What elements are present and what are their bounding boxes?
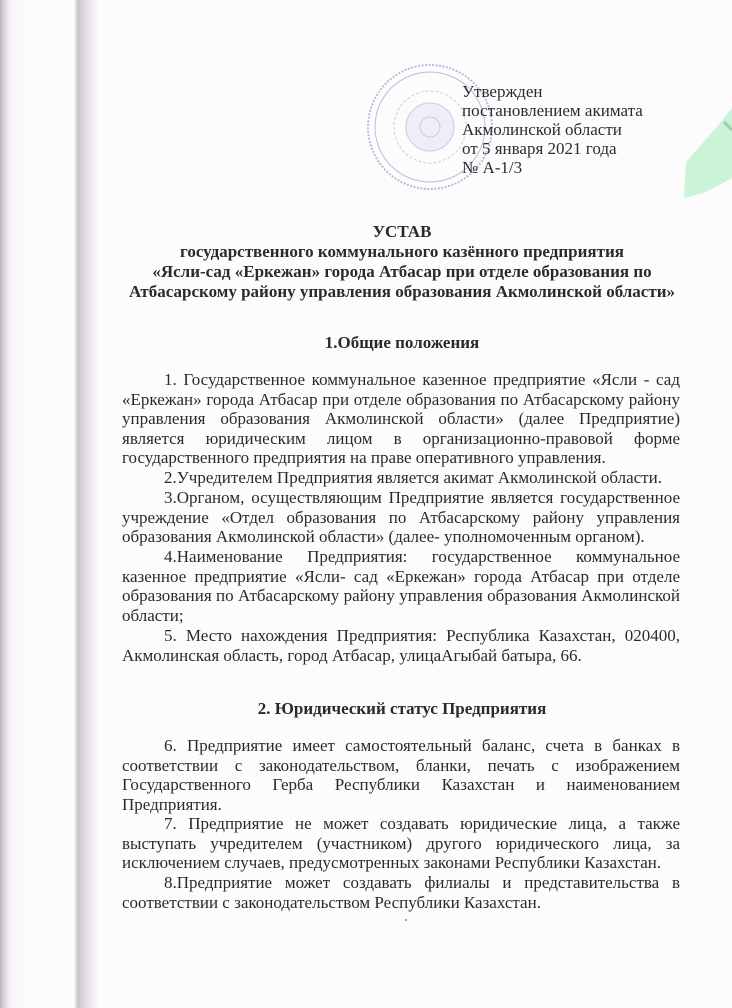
green-highlight-mark xyxy=(676,100,732,210)
paragraph-3: 3.Органом, осуществляющим Предприятие является государственное учреждение «Отдел образования по Атбасарскому району управления образования Акмолинской области» (далее- уполномоченным органом). xyxy=(122,488,680,547)
scan-speck xyxy=(405,919,407,921)
paragraph-7: 7. Предприятие не может создавать юридические лица, а также выступать учредителем (участником) другого юридического лица, за исключением случаев, предусмотренных законами Республики Казахстан. xyxy=(122,814,680,873)
paragraph-8: 8.Предприятие может создавать филиалы и представительства в соответствии с законодательством Республики Казахстан. xyxy=(122,873,680,912)
approval-line: от 5 января 2021 года xyxy=(462,139,617,158)
approval-line: постановлением акимата xyxy=(462,101,643,120)
approval-line: Утвержден xyxy=(462,82,543,101)
title-line: государственного коммунального казённого предприятия xyxy=(180,242,624,261)
paragraph-2: 2.Учредителем Предприятия является акимат Акмолинской области. xyxy=(164,468,662,487)
paragraph-4: 4.Наименование Предприятия: государственное коммунальное казенное предприятие «Ясли- сад «Еркежан» города Атбасар при отделе образования по Атбасарскому району управления образования Акмолинской области; xyxy=(122,547,680,625)
document-title xyxy=(122,222,682,302)
section-heading-legal-status: 2. Юридический статус Предприятия xyxy=(257,699,547,718)
title-line: Атбасарскому району управления образования Акмолинской области» xyxy=(128,282,675,301)
scan-binding-shadow xyxy=(0,0,100,1008)
paragraph-6: 6. Предприятие имеет самостоятельный баланс, счета в банках в соответствии с законодательством, бланки, печать с изображением Государственного Герба Республики Казахстан и наименованием Предприятия. xyxy=(122,736,680,814)
paragraph-5: 5. Место нахождения Предприятия: Республика Казахстан, 020400, Акмолинская область, город Атбасар, улицаАгыбай батыра, 66. xyxy=(122,626,680,665)
approval-line: № А-1/3 xyxy=(462,158,523,177)
approval-line: Акмолинской области xyxy=(462,120,622,139)
section-heading-general: 1.Общие положения xyxy=(324,333,480,352)
approval-block xyxy=(462,82,643,177)
title-main: УСТАВ xyxy=(372,222,432,241)
paragraph-1: 1. Государственное коммунальное казенное предприятие «Ясли - сад «Еркежан» города Атбасар при отделе образования по Атбасарскому району управления образования Акмолинской области» (далее Предприятие) является юридическим лицом в организационно-правовой форме государственного предприятия на праве оперативного управления. xyxy=(122,370,680,468)
title-line: «Ясли-сад «Еркежан» города Атбасар при отделе образования по xyxy=(152,262,652,281)
